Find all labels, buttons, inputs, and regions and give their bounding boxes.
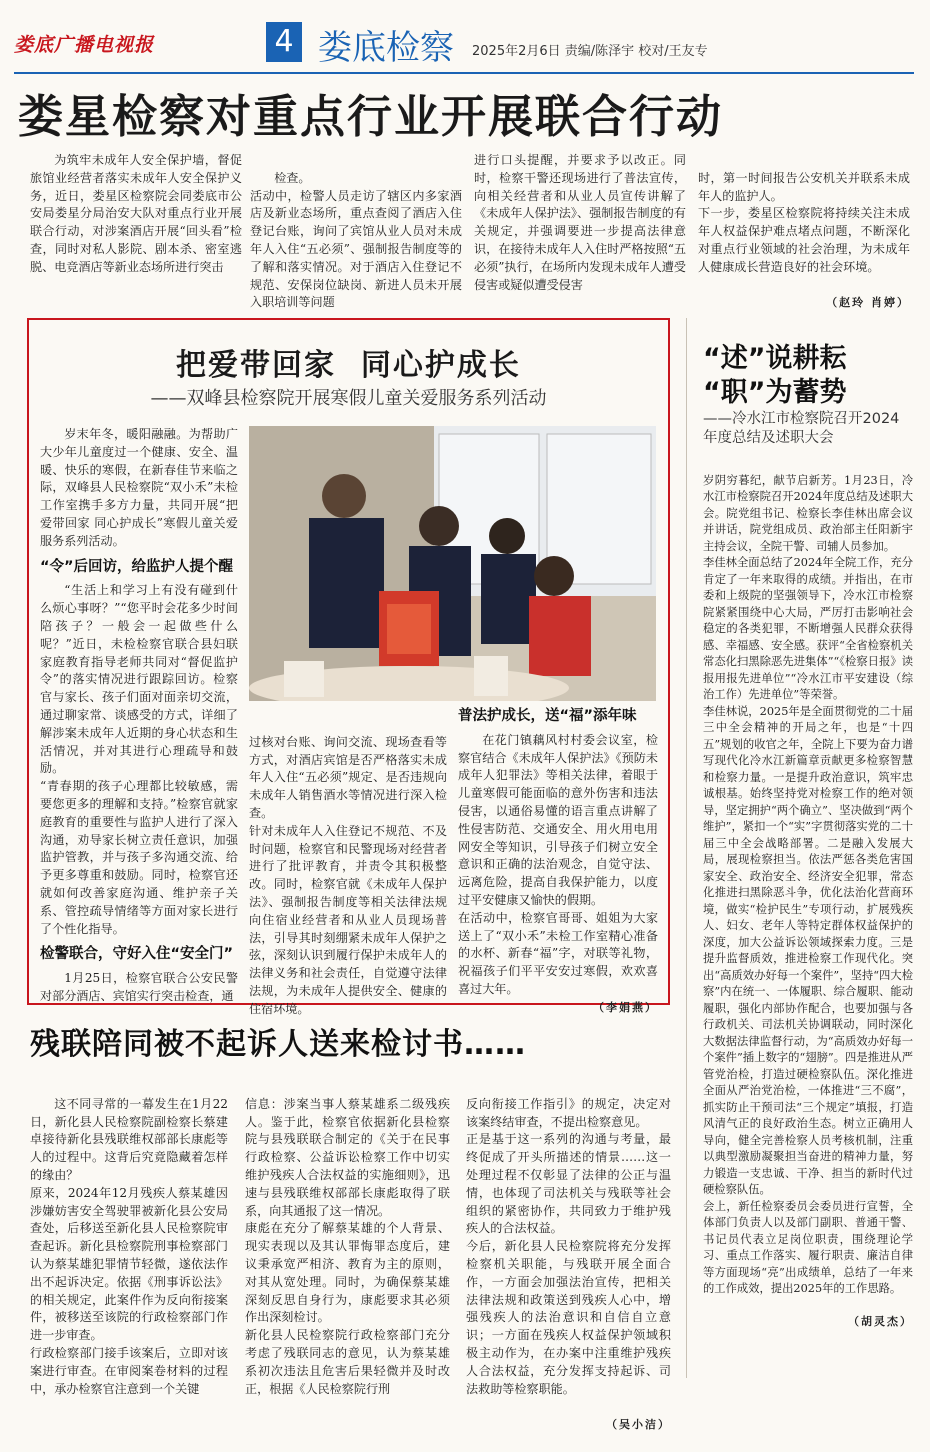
activity-photo	[249, 426, 656, 701]
story4-byline: （胡灵杰）	[848, 1315, 913, 1328]
story1-headline: 娄星检察对重点行业开展联合行动	[18, 90, 724, 143]
story4-body-text: 岁阴穷暮纪，献节启新芳。1月23日，冷水江市检察院召开2024年度总结及述职大会。院党组书记、检察长李佳林出席会议并讲话，院党组成员、政治部主任阳新宇主持会议，全院干警、司辅人员参加。 李佳林全面总结了2024年全院工作，充分肯定了一年来取得的成绩。并指出，在市委和上级院的坚强领导下，冷水江市检察院紧紧围绕中心大局，严厉打击影响社会稳定的各类犯罪，不断增强人民群众获得感、幸福感、安全感。获评“全省检察机关常态化扫黑除恶先进集体”“《检察日报》读报用报先进单位”“冷水江市平安建设（综治工作）先进单位”等荣誉。 李佳林说，2025年是全面贯彻党的二十届三中全会精神的开局之年，也是“十四五”规划的收官之年，全院上下要为奋力谱写现代化冷水江新篇章贡献更多检察智慧和检察力量。一是提升政治意识，筑牢忠诚根基。始终坚持党对检察工作的绝对领导，坚定拥护“两个确立”、坚决做到“两个维护”，紧扣一个“实”字贯彻落实党的二十届三中全会战略部署。二是融入发展大局，展现检察担当。依法严惩各类危害国家安全、政治安全、经济安全犯罪，常态化推进扫黑除恶斗争，优化法治化营商环境，做实“检护民生”专项行动，扩展残疾人、妇女、老年人等特定群体权益保护的深度，加大公益诉讼领域探索力度。三是提升监督质效，推进检察工作现代化。突出“高质效办好每一个案件”，坚持“四大检察”内在统一、一体履职、综合履职、能动履职，强化内部协作配合，也要加强与各行政机关、司法机关协调联动，同时深化大数据法律监督行动，为“高质效办好每一个案件”插上数字的“翅膀”。四是推进从严管党治检，打造过硬检察队伍。深化推进全面从严治党治检，一体推进“三不腐”，抓实防止干预司法“三个规定”填报，打造风清气正的良好政治生态。树立正确用人导向，健全完善检察人员考核机制，注重以典型激励凝聚担当奋进的精神力量，努力锻造一支忠诚、干净、担当的新时代过硬检察队伍。 会上，新任检察委员会委员进行宣誓，全体部门负责人以及部门副职、普通干警、书记员代表立足岗位职责，围绕理论学习、重点工作落实、履行职责、廉洁自律等方面现场“亮”出成绩单，总结了一年来的工作成效，提出2025年的工作思路。	[703, 473, 913, 1295]
page-number: 4	[266, 22, 302, 62]
story3-col2	[245, 1078, 450, 1416]
story3-col1-text: 这不同寻常的一幕发生在1月22日，新化县人民检察院副检察长蔡建卓接待新化县残联维权部部长康彪等人的过程中。这背后究竟隐藏着怎样的缘由？ 原来，2024年12月残疾人蔡某雄因涉嫌妨害安全驾驶罪被新化县公安局查处，后移送至新化县人民检察院审查起诉。新化县检察院刑事检察部门认为蔡某雄犯罪情节轻微，遂依法作出不起诉决定。依据《刑事诉讼法》的相关规定，此案件作为反向衔接案件，被移送至该院的行政检察部门作进一步审查。 行政检察部门接手该案后，立即对该案进行审查。在审阅案卷材料的过程中，承办检察官注意到一个关键	[30, 1096, 228, 1396]
photo-illustration	[249, 426, 656, 701]
story2-col3	[458, 708, 658, 1017]
story1-byline: （赵玲 肖婷）	[826, 296, 910, 310]
column-divider	[686, 318, 687, 1378]
story1-col1-text: 为筑牢未成年人安全保护墙，督促旅馆业经营者落实未成年人安全保护义务，近日，娄星区检察院会同娄底市公安局娄星分局治安大队对重点行业开展联合行动，对涉案酒店开展“回头看”检查，同时对私人影院、剧本杀、密室逃脱、电竞酒店等新业态场所进行突击	[30, 153, 242, 274]
story2-subhead3: 普法护成长，送“福”添年味	[458, 708, 637, 724]
story1-col3	[474, 152, 686, 294]
issue-date-editors: 2025年2月6日 责编/陈泽宇 校对/王友专	[472, 44, 708, 59]
story2-para1: “生活上和学习上有没有碰到什么烦心事呀？”“您平时会花多少时间陪孩子？一般会一起做些什么呢？”近日，未检检察官联合县妇联家庭教育指导老师共同对“督促监护令”的落实情况进行跟踪回访。检察官与家长、孩子们面对面亲切交流，通过聊家常、谈感受的方式，详细了解涉案未成年人近期的身心状态和生活情况，并对其进行心理疏导和鼓励。 “青春期的孩子心理都比较敏感，需要您更多的理解和支持。”检察官就家庭教育的重要性与监护人进行了深入沟通，劝导家长树立责任意识，加强监护管教，并与孩子多沟通交流、给予更多尊重和鼓励。同时，检察官还就如何改善家庭沟通、维护亲子关系、管控疏导情绪等方面对家长进行了个性化指导。	[40, 583, 238, 936]
story4-title-line1: “述”说耕耘	[703, 343, 847, 374]
story1-col4	[698, 152, 910, 330]
story2-byline: （李娟燕）	[593, 1000, 658, 1014]
story4-title-line2: “职”为蓄势	[703, 377, 847, 408]
story2-col3-text: 在花门镇藕风村村委会议室，检察官结合《未成年人保护法》《预防未成年人犯罪法》等相关法律，着眼于儿童寒假可能面临的意外伤害和违法侵害，以通俗易懂的语言重点讲解了性侵害防范、交通安全、用火用电用网安全等知识，引导孩子们树立安全意识和正确的法治观念，自觉守法、远离危险，提高自我保护能力，以度过平安健康又愉快的假期。 在活动中，检察官哥哥、姐姐为大家送上了“双小禾”未检工作室精心准备的水杯、新春“福”字，对联等礼物，祝福孩子们平平安安过寒假，欢欢喜喜过大年。	[458, 732, 658, 996]
story4-subtitle: ——冷水江市检察院召开2024年度总结及述职大会	[703, 411, 900, 446]
story1-col4-text: 时，第一时间报告公安机关并联系未成年人的监护人。 下一步，娄星区检察院将持续关注未成年人权益保护难点堵点问题，不断深化对重点行业领域的社会治理，为未成年人健康成长营造良好的社会环境。	[698, 170, 910, 274]
story3-col3-text: 反向衔接工作指引》的规定，决定对该案终结审查，不提出检察意见。 正是基于这一系列的沟通与考量，最终促成了开头所描述的情景……这一处理过程不仅彰显了法律的公正与温情，也体现了司法机关与残联等社会组织的紧密协作，共同致力于维护残疾人的合法权益。 今后，新化县人民检察院将充分发挥检察机关职能，与残联开展全面合作，一方面会加强法治宣传，把相关法律法规和政策送到残疾人心中，增强残疾人的法治意识和自信自立意识；一方面在残疾人权益保护领域积极主动作为，在办案中注重维护残疾人合法权益，充分发挥支持起诉、司法救助等检察职能。	[466, 1096, 671, 1396]
story2-subhead1: “令”后回访，给监护人提个醒	[40, 558, 234, 575]
story2-intro: 岁末年冬，暖阳融融。为帮助广大少年儿童度过一个健康、安全、温暖、快乐的寒假，在新春佳节来临之际，双峰县人民检察院“双小禾”未检工作室携手多方力量，共同开展“把爱带回家 同心护成长”寒假儿童关爱服务系列活动。	[40, 427, 238, 548]
story1-col1	[30, 152, 242, 277]
story3-title: 残联陪同被不起诉人送来检讨书……	[30, 1027, 526, 1062]
story2-col2-text: 过核对台账、询问交流、现场查看等方式，对酒店宾馆是否严格落实未成年人入住“五必须”规定、是否违规向未成年人销售酒水等情况进行深入检查。 针对未成年人入住登记不规范、不及时问题，检察官和民警现场对经营者进行了批评教育，并责令其积极整改。同时，检察官就《未成年人保护法》、强制报告制度等相关法律法规向住宿业经营者和从业人员现场普法，引导其时刻绷紧未成年人保护之弦，深刻认识到履行保护未成年人的法律义务和社会责任，自觉遵守法律法规，为未成年人提供安全、健康的住宿环境。	[249, 734, 447, 1016]
story1-col2-text: 检查。 活动中，检警人员走访了辖区内多家酒店及新业态场所，重点查阅了酒店入住登记台账，询问了宾馆从业人员对未成年人入住“五必须”、强制报告制度等的了解和落实情况。对于酒店入住登记不规范、安保岗位缺岗、新进人员未开展入职培训等问题	[250, 170, 462, 310]
newspaper-logo: 娄底广播电视报	[14, 34, 155, 56]
story2-title: 把爱带回家 同心护成长	[176, 348, 521, 383]
story3-col3	[466, 1078, 671, 1452]
story2-col1	[40, 426, 238, 1006]
header-rule	[14, 72, 914, 74]
story2-subtitle: ——双峰县检察院开展寒假儿童关爱服务系列活动	[150, 388, 547, 409]
story2-subhead2: 检警联合，守好入住“安全门”	[40, 946, 234, 963]
story2-para2: 1月25日，检察官联合公安民警对部分酒店、宾馆实行突击检查，通	[40, 971, 238, 1003]
story2-col2	[249, 716, 447, 1036]
story1-col2	[250, 152, 462, 330]
section-title: 娄底检察	[318, 28, 454, 68]
story3-byline: （吴小洁）	[606, 1418, 671, 1432]
story4-body	[703, 456, 913, 1347]
story3-col1	[30, 1078, 228, 1416]
story1-col3-text: 进行口头提醒，并要求予以改正。同时，检察干警还现场进行了普法宣传，向相关经营者和从业人员宣传讲解了《未成年人保护法》、强制报告制度的有关规定，并强调要进一步提高法律意识，在接待未成年人入住时严格按照“五必须”执行，在场所内发现未成年人遭受侵害或疑似遭受侵害	[474, 153, 686, 292]
story3-col2-text: 信息：涉案当事人蔡某雄系二级残疾人。鉴于此，检察官依据新化县检察院与县残联联合制定的《关于在民事行政检察、公益诉讼检察工作中切实维护残疾人合法权益的实施细则》，迅速与县残联维权部部长康彪取得了联系，向其通报了这一情况。 康彪在充分了解蔡某雄的个人背景、现实表现以及其认罪悔罪态度后，建议秉承宽严相济、教育为主的原则，对其从宽处理。同时，为确保蔡某雄深刻反思自身行为，康彪要求其必须作出深刻检讨。 新化县人民检察院行政检察部门充分考虑了残联同志的意见，认为蔡某雄系初次违法且危害后果轻微并及时改正，根据《人民检察院行刑	[245, 1096, 450, 1396]
story4-title	[703, 342, 847, 410]
